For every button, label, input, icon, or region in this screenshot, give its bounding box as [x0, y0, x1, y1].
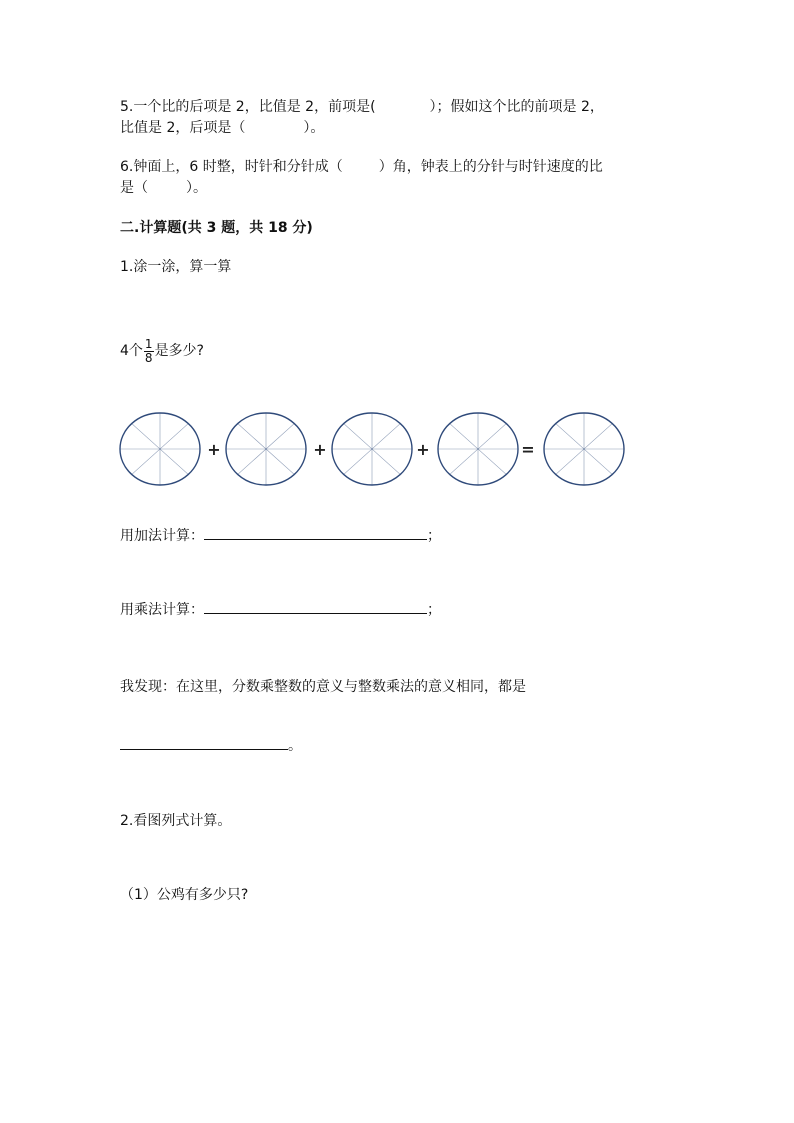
fraction-circles-row	[110, 405, 640, 495]
question-6-line-1	[120, 157, 603, 178]
question-5-text-c: 比值是 2，后项是（	[120, 120, 246, 136]
fraction-circle[interactable]	[332, 413, 412, 485]
plus-sign: +	[207, 440, 221, 459]
discovery-answer-blank[interactable]	[120, 749, 288, 750]
addition-end: ；	[427, 528, 441, 544]
question-suffix: 是多少?	[154, 343, 204, 359]
multiplication-end: ；	[427, 602, 441, 618]
discovery-text: 我发现：在这里，分数乘整数的意义与整数乘法的意义相同，都是	[120, 679, 526, 695]
fraction-circle[interactable]	[438, 413, 518, 485]
question-6-text-b: ）角，钟表上的分针与时针速度的比	[378, 159, 603, 175]
multiplication-label: 用乘法计算：	[120, 602, 204, 618]
question-5-line-1	[120, 97, 604, 118]
fraction-circle[interactable]	[226, 413, 306, 485]
question-6-line-2	[120, 178, 207, 199]
question-5-text-b: ）；假如这个比的前项是 2，	[429, 99, 604, 115]
addition-label: 用加法计算：	[120, 528, 204, 544]
addition-answer-blank[interactable]	[204, 539, 427, 540]
question-5-line-2	[120, 118, 324, 139]
question-6-text-d: ）。	[186, 180, 207, 196]
plus-sign: +	[313, 440, 327, 459]
fraction-circle[interactable]	[544, 413, 624, 485]
calc-1-question	[120, 333, 204, 369]
fraction-one-eighth	[144, 338, 154, 365]
question-6-text-a: 6.钟面上，6 时整，时针和分针成（	[120, 159, 343, 175]
multiplication-row	[120, 600, 441, 621]
addition-row	[120, 526, 441, 547]
section-2-title: 二.计算题(共 3 题，共 18 分)	[120, 220, 313, 236]
discovery-answer-row	[120, 736, 302, 757]
calc-2-subquestion-1: （1）公鸡有多少只?	[120, 887, 249, 903]
question-6-text-c: 是（	[120, 180, 148, 196]
question-prefix: 4个	[120, 343, 143, 359]
multiplication-answer-blank[interactable]	[204, 613, 427, 614]
plus-sign: +	[416, 440, 430, 459]
fraction-circle[interactable]	[120, 413, 200, 485]
discovery-end: 。	[288, 738, 302, 754]
equals-sign: =	[521, 440, 535, 459]
fraction-denominator: 8	[144, 350, 153, 365]
question-5-text-d: ）。	[303, 120, 325, 136]
calc-2-title: 2.看图列式计算。	[120, 813, 232, 829]
calc-1-title: 1.涂一涂，算一算	[120, 259, 232, 275]
fraction-numerator: 1	[144, 336, 153, 351]
question-5-text-a: 5.一个比的后项是 2，比值是 2，前项是(	[120, 99, 376, 115]
